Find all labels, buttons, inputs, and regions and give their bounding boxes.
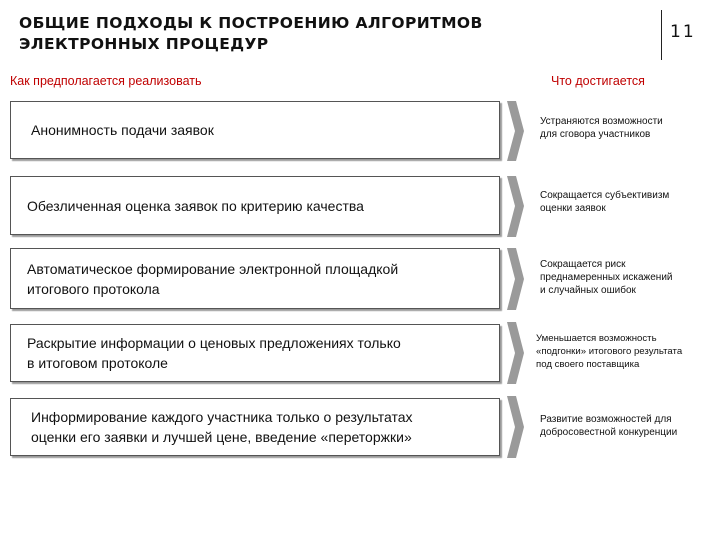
approach-box [10,398,500,456]
right-column-heading: Что достигается [551,74,645,88]
arrow-icon [507,101,525,161]
left-column-heading: Как предполагается реализовать [10,74,202,88]
arrow-icon [507,396,525,458]
approach-text: Автоматическое формирование электронной площадкой итогового протокола [27,260,399,297]
result-text: Сокращается риск преднамеренных искажений и случайных ошибок [540,259,673,296]
slide-title [19,13,619,55]
approach-box [10,101,500,159]
approach-box [10,324,500,382]
arrow-icon [507,176,525,237]
approach-text: Анонимность подачи заявок [31,122,214,138]
approach-box [10,248,500,309]
result-text: Уменьшается возможность «подгонки» итогового результата под своего поставщика [536,333,683,370]
slide-number: 11 [670,22,696,42]
arrow-icon [507,248,525,310]
result-text: Развитие возможностей для добросовестной конкуренции [540,414,678,438]
approach-text: Информирование каждого участника только о результатах оценки его заявки и лучшей цене, введение «переторжки» [31,409,413,445]
slide-title-line-2: ЭЛЕКТРОННЫХ ПРОЦЕДУР [19,35,269,53]
arrow-icon [507,322,525,384]
approach-text: Обезличенная оценка заявок по критерию качества [27,197,364,214]
result-text: Устраняются возможности для сговора участников [540,116,663,140]
result-text: Сокращается субъективизм оценки заявок [540,190,670,214]
approach-box [10,176,500,235]
title-divider [661,10,662,60]
slide-title-line-1: ОБЩИЕ ПОДХОДЫ К ПОСТРОЕНИЮ АЛГОРИТМОВ [19,14,483,32]
approach-text: Раскрытие информации о ценовых предложениях только в итоговом протоколе [27,335,401,371]
